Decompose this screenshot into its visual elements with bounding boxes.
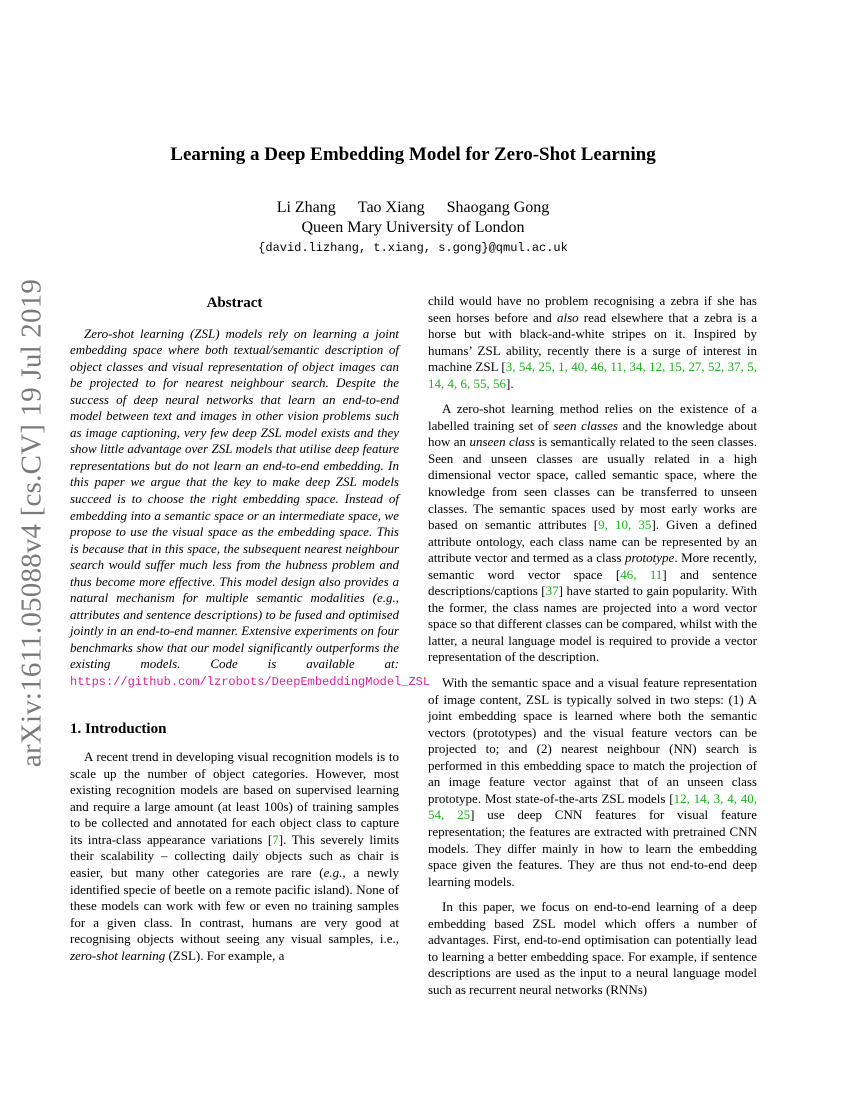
author-name: Li Zhang — [276, 199, 336, 216]
author-list — [0, 199, 826, 217]
arxiv-identifier-stamp — [4, 278, 60, 768]
abstract-body — [70, 325, 431, 691]
code-url-link[interactable]: https://github.com/lzrobots/DeepEmbeddingModel_ZSL — [70, 675, 431, 690]
body-paragraph: child would have no problem recognising a zebra if she has seen horses before and also read elsewhere that a zebra is a horse but with black-and-white stripes on it. Inspired by humans’ ZSL ability, recently there is a surge of interest in machine ZSL [3, 54, 25, 1, 40, 46, 11, 34, 12, 15, 27, 52, 37, 5, 14, 4, 6, 55, 56]. — [428, 293, 757, 391]
paper-title: Learning a Deep Embedding Model for Zero-Shot Learning — [170, 144, 656, 165]
citation-link[interactable]: 7 — [272, 831, 279, 847]
author-name: Tao Xiang — [357, 199, 425, 216]
citation-link[interactable]: 37 — [545, 583, 559, 599]
abstract-heading: Abstract — [206, 295, 263, 311]
arxiv-identifier-text: arXiv:1611.05088v4 [cs.CV] 19 Jul 2019 — [15, 278, 48, 768]
zsl-term: zero-shot learning — [70, 947, 166, 963]
author-emails: {david.lizhang, t.xiang, s.gong}@qmul.ac.uk — [258, 241, 568, 255]
affiliation: Queen Mary University of London — [301, 219, 525, 236]
citation-links[interactable]: 9, 10, 35 — [598, 517, 652, 533]
intro-paragraph: A recent trend in developing visual recognition models is to scale up the number of object categories. However, most existing recognition models are based on supervised learning and require a large amount (at least 100s) of training samples to be collected and annotated for each object class to capture its intra-class appearance variations [7]. This severely limits their scalability – collecting daily objects such as chair is easier, but many other categories are rare (e.g., a newly identified specie of beetle on a remote pacific island). None of these models can work with few or even no training samples for a given class. In contrast, humans are very good at recognising objects without seeing any visual samples, i.e., zero-shot learning (ZSL). For example, a — [70, 749, 400, 963]
citation-links[interactable]: 3, 54, 25, 1, 40, 46, 11, 34, 12, 15, 27, 52, 37, 5, 14, 4, 6, 55, 56 — [428, 359, 757, 391]
abstract-text: Zero-shot learning (ZSL) models rely on learning a joint embedding space where both textual/semantic description of object classes and visual representation of object images can be projected to for nearest neighbour search. Despite the success of deep neural networks that learn an end-to-end model between text and images in other vision problems such as image captioning, very few deep ZSL model exists and they show little advantage over ZSL models that utilise deep feature representations but do not learn an end-to-end embedding. In this paper we argue that the key to make deep ZSL models succeed is to choose the right embedding space. Instead of embedding into a semantic space or an intermediate space, we propose to use the visual space as the embedding space. This is because that in this space, the subsequent nearest neighbour search would suffer much less from the hubness problem and thus become more effective. This model design also provides a natural mechanism for multiple semantic modalities (e.g., attributes and sentence descriptions) to be fused and optimised jointly in an end-to-end manner. Extensive experiments on four benchmarks show that our model significantly outperforms the existing models. Code is available at: — [70, 325, 399, 672]
citation-links[interactable]: 12, 14, 3, 4, 40, 54, 25 — [428, 790, 758, 823]
left-column — [70, 293, 431, 973]
author-name: Shaogang Gong — [446, 199, 550, 216]
body-paragraph: A zero-shot learning method relies on the existence of a labelled training set of seen classes and the knowledge about how an unseen class is semantically related to the seen classes. Seen and unseen classes are usually related in a high dimensional vector space, called semantic space, where the knowledge from seen classes can be transferred to unseen classes. The semantic spaces used by most early works are based on semantic attributes [9, 10, 35]. Given a defined attribute ontology, each class name can be represented by an attribute vector and termed as a class prototype. More recently, semantic word vector space [46, 11] and sentence descriptions/captions [37] have started to gain popularity. With the former, the class names are projected into a word vector space so that different classes can be compared, whilst with the latter, a neural language model is required to provide a vector representation of the description. — [428, 401, 758, 665]
right-column — [428, 293, 757, 1007]
body-paragraph: With the semantic space and a visual feature representation of image content, ZSL is typically solved in two steps: (1) A joint embedding space is learned where both the semantic vectors (prototypes) and the visual feature vectors can be projected to; and (2) nearest neighbour (NN) search is performed in this embedding space to match the projection of an image feature vector against that of an unseen class prototype. Most state-of-the-arts ZSL models [12, 14, 3, 4, 40, 54, 25] use deep CNN features for visual feature representation; the features are extracted with pretrained CNN models. They differ mainly in how to learn the embedding space given the features. They are thus not end-to-end deep learning models. — [428, 675, 758, 889]
citation-links[interactable]: 46, 11 — [620, 566, 663, 582]
body-paragraph: In this paper, we focus on end-to-end learning of a deep embedding based ZSL model which offers a number of advantages. First, end-to-end optimisation can potentially lead to learning a better embedding space. For example, if sentence descriptions are used as the input to a neural language model such as recurrent neural networks (RNNs) — [428, 899, 757, 997]
introduction-heading: 1. Introduction — [70, 720, 167, 737]
